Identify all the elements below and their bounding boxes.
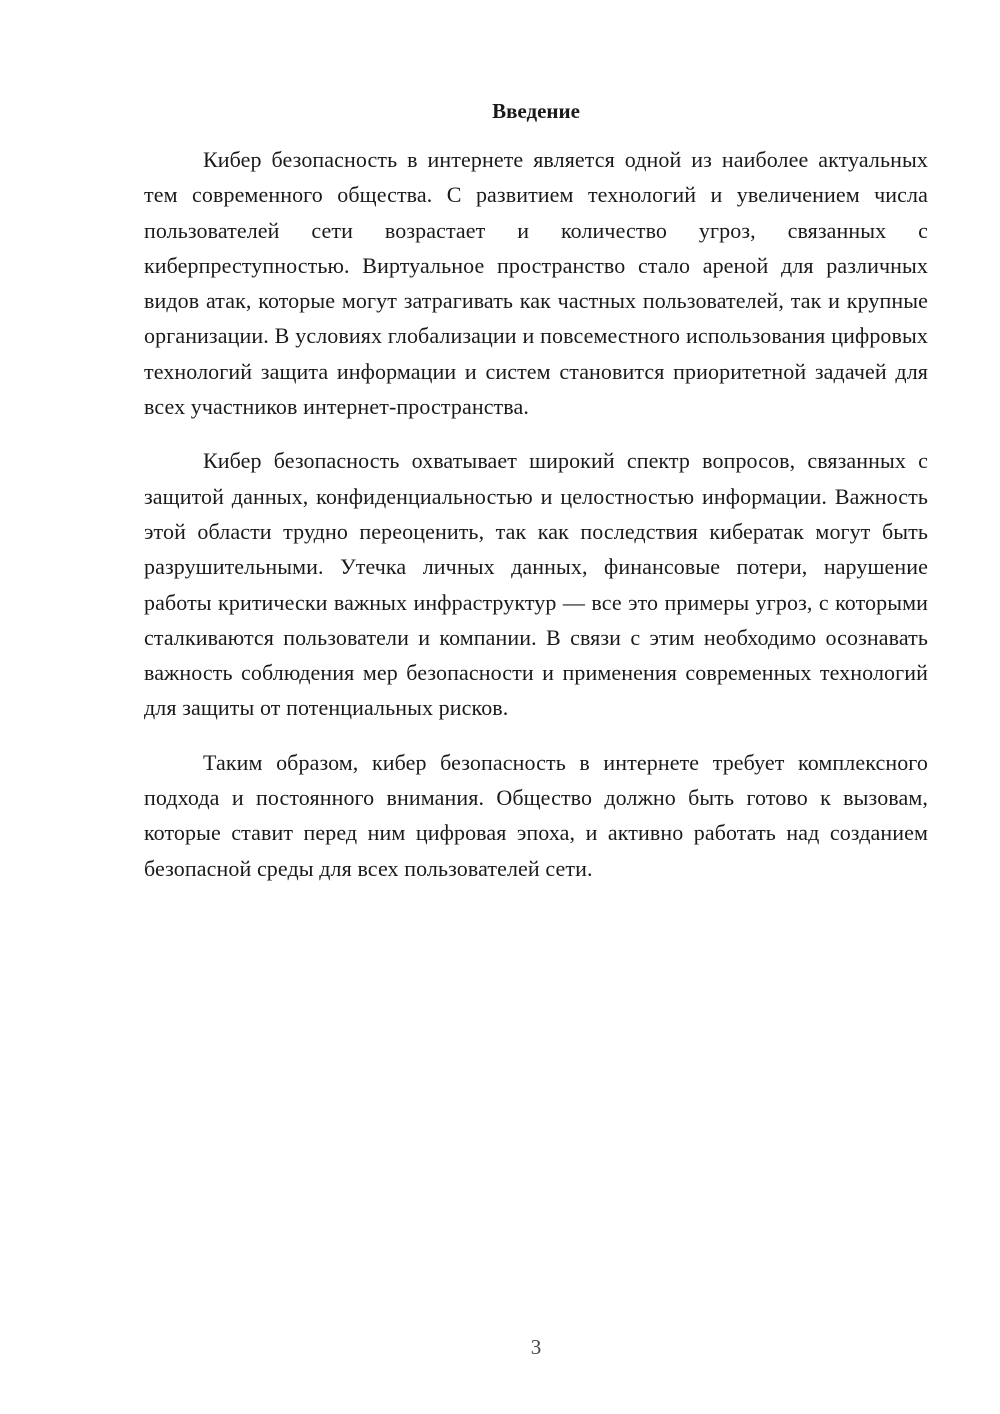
paragraph-3: Таким образом, кибер безопасность в интернете требует комплексного подхода и постоянного внимания. Общество должно быть готово к вызовам, которые ставит перед ним цифровая эпоха, и активно работать над созданием безопасной среды для всех пользователей сети. <box>144 749 928 881</box>
paragraph-1: Кибер безопасность в интернете является одной из наиболее актуальных тем современного общества. С развитием технологий и увеличением числа пользователей сети возрастает и количество угроз, связанных с киберпреступностью. Виртуальное пространство стало ареной для различных видов атак, которые могут затрагивать как частных пользователей, так и крупные организации. В условиях глобализации и повсеместного использования цифровых технологий защита информации и систем становится приоритетной задачей для всех участников интернет-пространства. <box>144 147 928 420</box>
paragraph-2: Кибер безопасность охватывает широкий спектр вопросов, связанных с защитой данных, конфиденциальностью и целостностью информации. Важность этой области трудно переоценить, так как последствия кибератак могут быть разрушительными. Утечка личных данных, финансовые потери, нарушение работы критически важных инфраструктур — все это примеры угроз, с которыми сталкиваются пользователи и компании. В связи с этим необходимо осознавать важность соблюдения мер безопасности и применения современных технологий для защиты от потенциальных рисков. <box>144 448 928 721</box>
page-number: 3 <box>530 1335 542 1359</box>
section-heading: Введение <box>492 99 580 123</box>
body-text <box>144 142 928 905</box>
